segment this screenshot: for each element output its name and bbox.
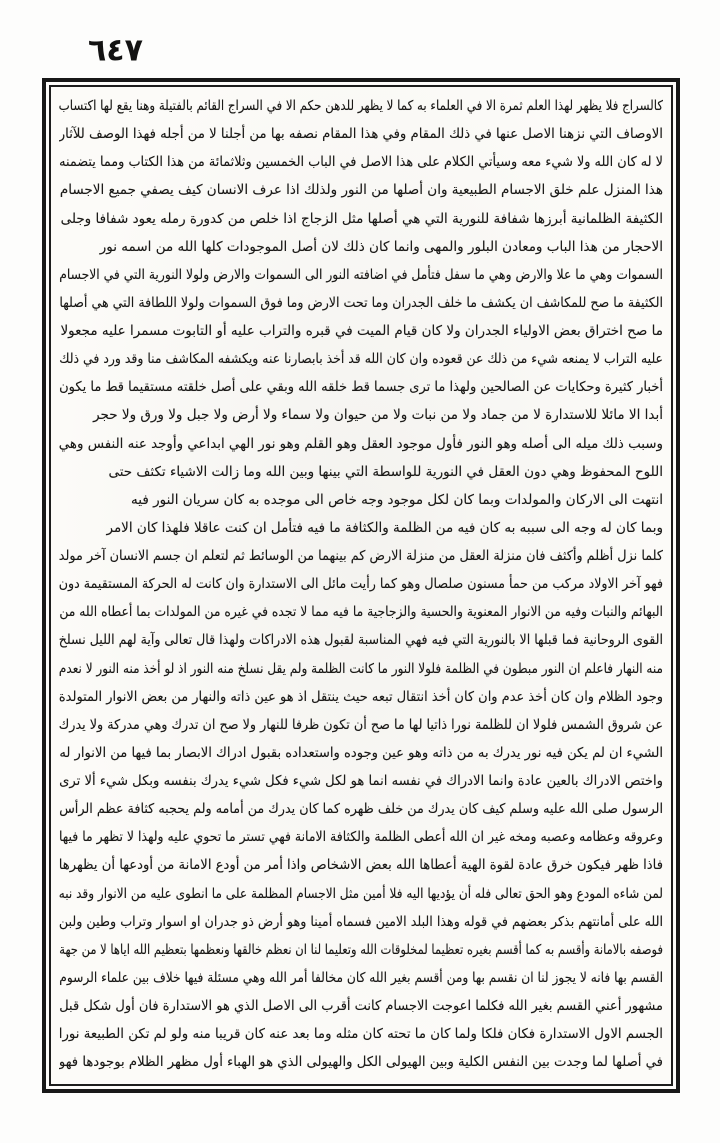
text-line: الجسم الاول الاستدارة فكان فلكا ولما كان ما تحته كان مثله وما بعد عنه كان قريبا منه ولو لم تكن الطبيعة نورا: [59, 1026, 663, 1043]
text-line: فهو آخر الاولاد مركب من حمأ مسنون صلصال وهو كما رأيت مائل الى الاستدارة وان كانت له الحركة المستقيمة دون: [59, 576, 663, 593]
text-line: في أصلها لما وجدت بين النفس الكلية وبين الهيولى الكل والهيولى الذي هو الهباء أول مظهر الظلام بوجودها فهو: [59, 1054, 663, 1071]
text-line: الشيء ان لم يكن فيه نور يدرك به من ذاته وهو عين وجوده واستعداده بقبول ادراك الابصار بما فيها من الانوار له: [59, 744, 663, 761]
text-line: واختص الادراك بالعين عادة وانما الادراك في نفسه انما هو لكل شيء فكل شيء يدرك بنفسه وبكل شيء ألا ترى: [59, 773, 663, 789]
text-line: عليه التراب لا يمنعه شيء من ذلك عن قعوده وان كان الله قد أخذ بابصارنا عنه ويكشفه المكاشف منا وقد ورد في ذلك: [59, 351, 663, 368]
text-line: الاحجار من هذا الباب ومعادن البلور والمهى وانما كان ذلك لان أصل الموجودات كلها الله من اسمه نور: [99, 238, 663, 255]
text-line: ما صح اختراق بعض الاولياء الجدران ولا كان قيام الميت في قبره والتراب عليه أو التابوت مسمرا عليه مجعولا: [60, 323, 663, 339]
text-line: مشهور أعني القسم بغير الله فكلما اعوجت الاجسام كانت أقرب الى الاصل الذي هو الاستدارة فان أول شكل قبل: [59, 998, 663, 1014]
text-line: انتهت الى الاركان والمولدات وبما كان لكل موجود وجه خاص الى موجده به كان سريان النور فيه: [131, 491, 663, 508]
text-line: الكثيفة الظلمانية أبرزها شفافة للنورية التي هي أصلها مثل الزجاج اذا خلص من كدورة رمله يعود شفافا وجلى: [60, 210, 663, 227]
text-line: اللوح المحفوظ وهي دون العقل في النورية للواسطة التي بينها وبين الله وما زالت الاشياء تكثف حتى: [108, 463, 663, 480]
text-line: وعروقه وعظامه وعصبه ومخه غير ان الله أعطى الظلمة والكثافة الامانة فهي تستر ما تحوي عليه ولهذا لا تظهر ما فيها: [59, 829, 663, 846]
text-line: فاذا ظهر فيكون خرق عادة لقوة الهية أعطاها الله بعض الاشخاص واذا أمر من أودع الامانة من أودعها أن يظهرها: [59, 857, 663, 874]
text-line: وبما كان له وجه الى سببه به كان فيه من الظلمة والكثافة ما فيه فتأمل ان كنت عاقلا فلهذا كان الامر: [106, 519, 663, 536]
text-frame: [42, 78, 680, 1093]
text-line: القوى الروحانية فما قبلها الا بالنورية التي فيه فهي المناسبة لقبول هذه الادراكات ولهذا قال تعالى وآية لهم الليل نسلخ: [59, 632, 663, 649]
text-line: كالسراج فلا يظهر لهذا العلم ثمرة الا في العلماء به كما لا يظهر للدهن حكم الا في السراج القائم بالفتيلة وهنا يقع لها اكتساب: [59, 98, 663, 114]
text-line: وسبب ذلك ميله الى أصله وهو النور فأول موجود العقل وهو القلم وهو نور الهي ابداعي وأوجد عنه النفس وهي: [59, 435, 663, 452]
text-line: الرسول صلى الله عليه وسلم كيف كان يدرك من خلف ظهره كما كان يدرك من أمامه ولم يحجبه كثافة عظم الرأس: [59, 801, 663, 818]
text-line: أبدا الا مائلا للاستدارة لا من جماد ولا من نبات ولا من حيوان ولا سماء ولا أرض ولا جبل ولا ورق ولا حجر: [93, 407, 663, 424]
text-line: عن شروق الشمس فلولا ان للظلمة نورا ذاتيا لها ما صح أن تكون ظرفا للنهار ولا صح ان تدرك وهي مدركة ولا يدرك: [59, 716, 663, 733]
text-line: منه النهار فاعلم ان النور مبطون في الظلمة فلولا النور ما كانت الظلمة ولم يقل نسلخ منه النور اذ لو أخذ منه النور لا نعدم: [59, 660, 663, 677]
text-line: السموات وهي ما علا والارض وهي ما سفل فتأمل في اضافته النور الى السموات والارض ولولا النورية التي في الاجسام: [59, 266, 663, 283]
text-line: أخبار كثيرة وحكايات عن الصالحين ولهذا ما ترى جسما قط خلقه الله وبقي على أصل خلقته مستقيما قط ما يكون: [59, 379, 663, 396]
page-number: ٦٤٧: [88, 32, 143, 69]
text-line: الاوصاف التي نزهنا الاصل عنها في ذلك المقام وفي هذا المقام نصفه بها من أجلنا لا من أجله فهذا الوصف للآثار: [59, 126, 663, 143]
text-line: الله على أمانتهم بذكر بعضهم في قوله وهذا البلد الامين فسماه أمينا وهو أرض ذو جدران او اسوار وتراب وطين ولبن: [59, 913, 663, 930]
text-line: لمن شاءه المودع وهو الحق تعالى فله أن يؤديها اليه فلا أمين مثل الاجسام المظلمة على ما انطوى عليه من الانوار وقد نبه: [59, 885, 663, 902]
text-line: كلما نزل أظلم وأكثف فان منزلة العقل من منزلة الارض كم بينهما من الوسائط ثم لتعلم ان جسم الانسان آخر مولد: [59, 548, 663, 564]
text-frame-inner: [49, 85, 673, 1086]
body-text: [59, 92, 663, 1084]
text-line: الكثيفة ما صح للمكاشف ان يكشف ما خلف الجدران وما تحت الارض وما فوق السموات ولولا اللطافة التي هي أصلها: [59, 294, 663, 311]
text-line: القسم بها فانه لا يجوز لنا ان نقسم بها ومن أقسم بغير الله كان مخالفا أمر الله وهي مسئلة فيها خلاف بين علماء الرسوم: [59, 969, 663, 986]
text-line: لا له كان الله ولا شيء معه وسيأتي الكلام على هذا الاصل في الباب الخمسين وثلاثمائة من هذا الكتاب ومما يتضمنه: [59, 154, 663, 171]
text-line: هذا المنزل علم خلق الاجسام الطبيعية وان أصلها من النور ولذلك اذا عرف الانسان كيف يصفي جميع الاجسام: [59, 182, 663, 199]
text-line: فوصفه بالامانة وأقسم به كما أقسم بغيره تعظيما لمخلوقات الله وتعليما لنا ان نعظم خالقها ونعظمها بتعظيم الله اياها لا من جهة: [59, 941, 663, 958]
text-line: البهائم والنبات وفيه من الانوار المعنوية والحسية والزجاجية ما فيه مما لا تجده في غيره من المولدات بما أعطاه الله من: [59, 604, 663, 621]
text-line: وجود الظلام وان كان أخذ عدم وان كان أخذ انتقال تبعه حيث ينتقل اذ هو عين ذاته والنهار من بعض الانوار المتولدة: [59, 688, 663, 705]
